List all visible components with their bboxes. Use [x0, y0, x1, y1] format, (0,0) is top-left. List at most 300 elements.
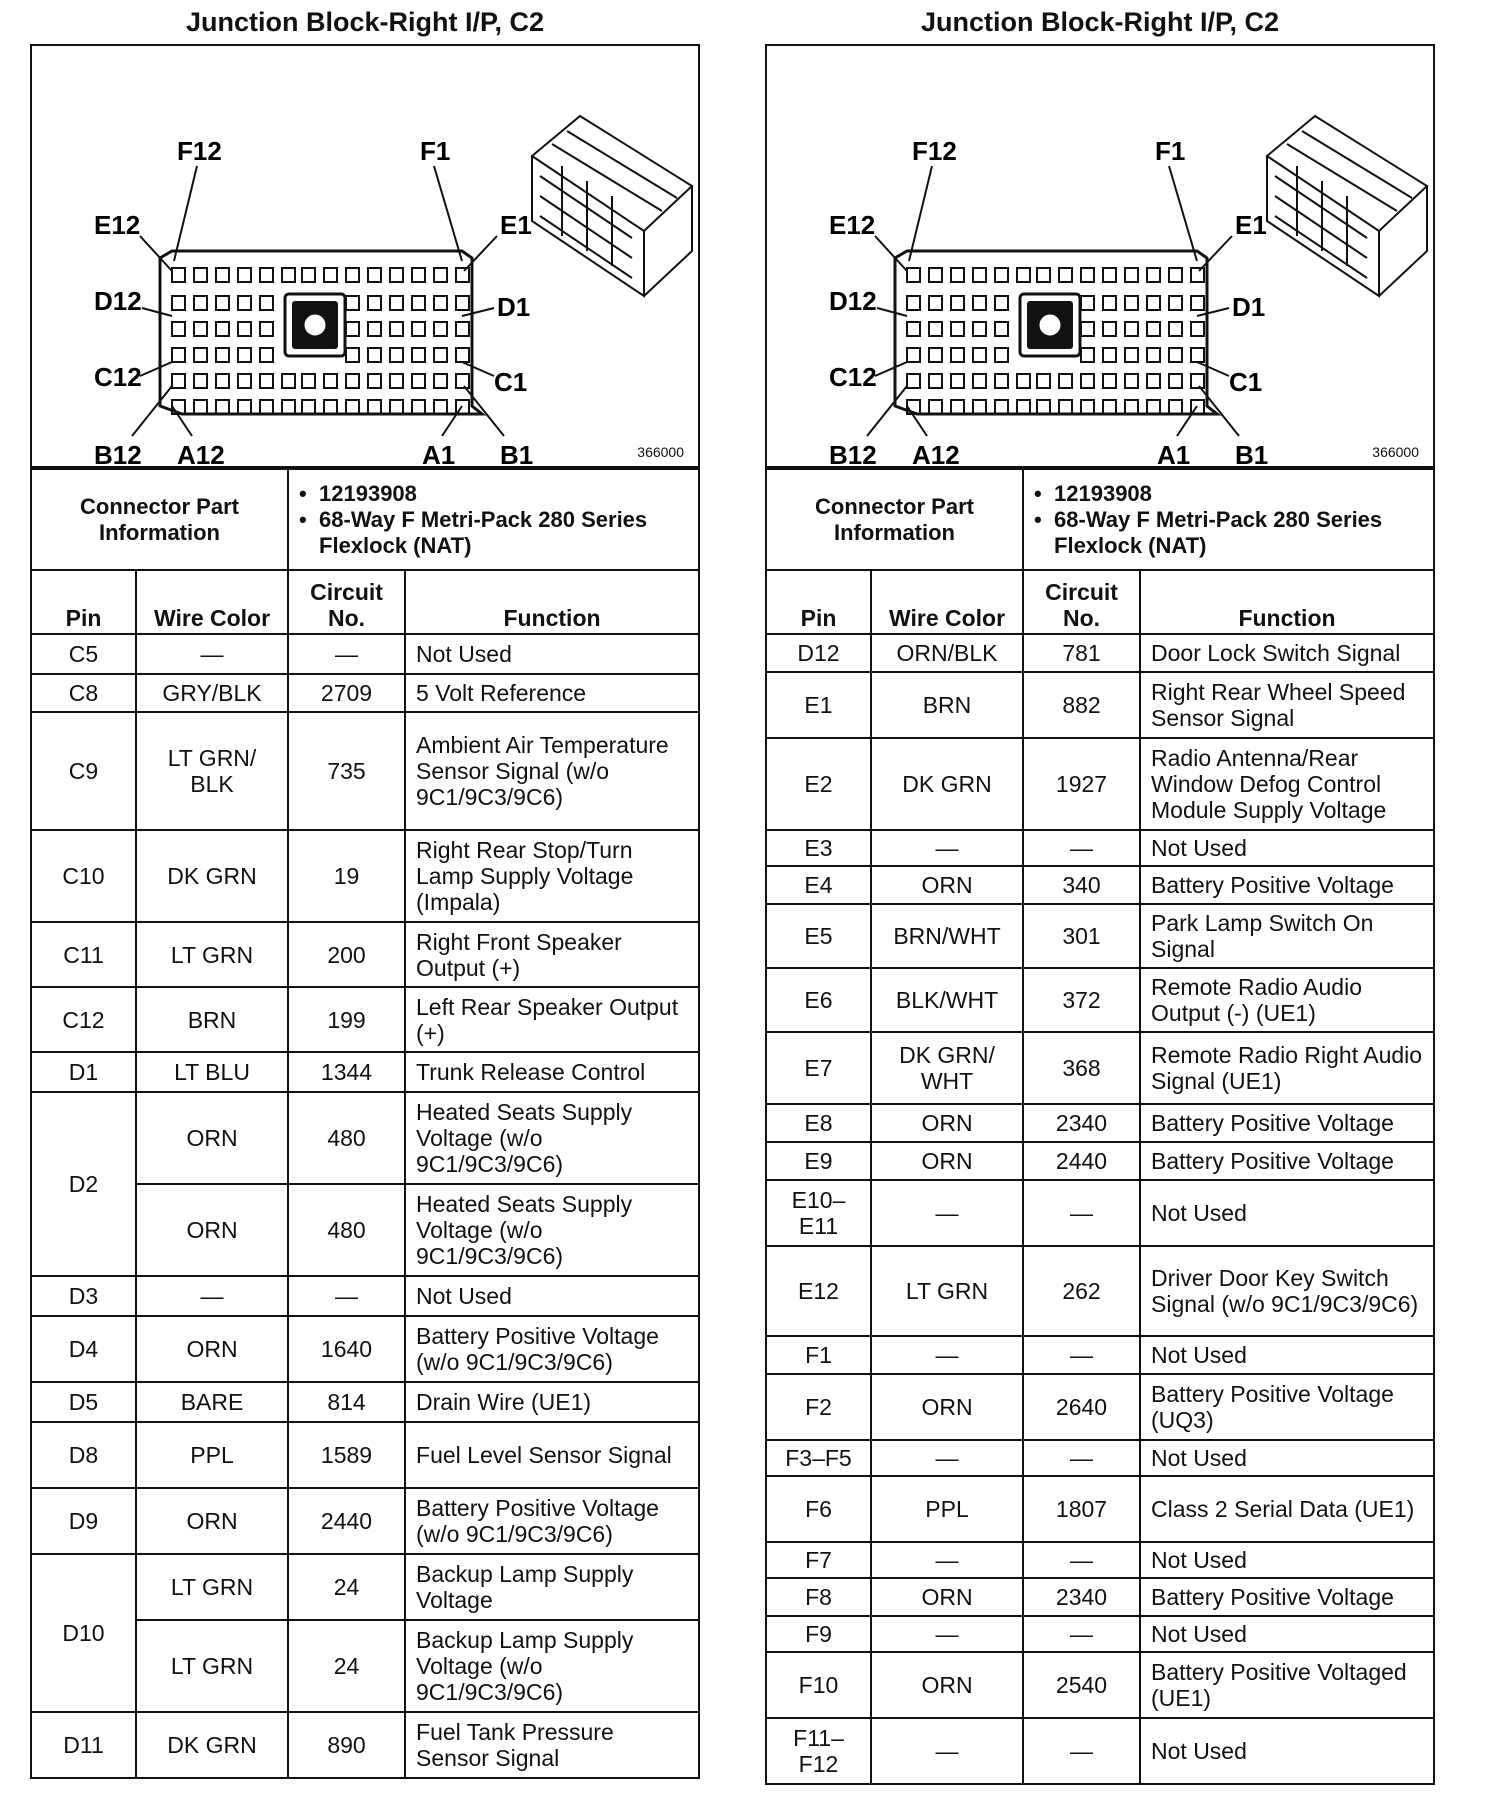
pin-cell: E5: [766, 904, 871, 968]
pin-cell: D1: [31, 1052, 136, 1092]
circuit-cell: 1640: [288, 1316, 405, 1382]
wire-color-cell: ORN: [136, 1316, 288, 1382]
function-cell: Radio Antenna/Rear Window Defog Control Module Supply Voltage: [1140, 738, 1434, 830]
connector-pin: [1147, 322, 1160, 336]
function-cell: Driver Door Key Switch Signal (w/o 9C1/9C3/9C6): [1140, 1246, 1434, 1336]
connector-isometric-icon: [1267, 116, 1427, 296]
table-row: [31, 1554, 699, 1620]
pin-label-f12: F12: [177, 136, 222, 166]
connector-pin: [346, 400, 359, 414]
header-circuit-no: Circuit No.: [1023, 570, 1140, 634]
connector-isometric-icon: [532, 116, 692, 296]
connector-pin: [390, 322, 403, 336]
connector-pin: [260, 322, 273, 336]
connector-pin: [1037, 374, 1050, 388]
connector-pin: [951, 322, 964, 336]
diagram-number: 366000: [1372, 444, 1419, 460]
circuit-cell: 24: [288, 1620, 405, 1712]
connector-pin: [1103, 400, 1116, 414]
pin-cell: F8: [766, 1578, 871, 1616]
connector-description: 68-Way F Metri-Pack 280 Series Flexlock (NAT): [319, 506, 648, 558]
table-row: [766, 1336, 1434, 1374]
connector-pin: [238, 296, 251, 310]
function-cell: Backup Lamp Supply Voltage (w/o 9C1/9C3/9C6): [405, 1620, 699, 1712]
connector-pin: [951, 374, 964, 388]
wire-color-cell: PPL: [871, 1476, 1023, 1542]
connector-pin: [1081, 296, 1094, 310]
function-cell: Right Front Speaker Output (+): [405, 922, 699, 987]
table-row: [766, 672, 1434, 738]
function-cell: Not Used: [1140, 1440, 1434, 1476]
circuit-cell: 2540: [1023, 1652, 1140, 1718]
header-pin: Pin: [766, 570, 871, 634]
table-row: [766, 1476, 1434, 1542]
wire-color-cell: LT GRN: [871, 1246, 1023, 1336]
pin-cell: F10: [766, 1652, 871, 1718]
connector-pin: [973, 348, 986, 362]
pin-label-c12: C12: [829, 362, 877, 392]
wire-color-cell: GRY/BLK: [136, 674, 288, 712]
table-row: [766, 1652, 1434, 1718]
function-cell: Heated Seats Supply Voltage (w/o 9C1/9C3/9C6): [405, 1092, 699, 1184]
circuit-cell: 735: [288, 712, 405, 830]
circuit-cell: 19: [288, 830, 405, 922]
pin-label-c12: C12: [94, 362, 142, 392]
function-cell: 5 Volt Reference: [405, 674, 699, 712]
pin-label-a1: A1: [1157, 440, 1191, 466]
connector-pin: [434, 268, 447, 282]
pin-label-e1: E1: [500, 210, 532, 240]
table-row: [766, 1616, 1434, 1652]
wire-color-cell: ORN: [136, 1092, 288, 1184]
connector-latch-hole: [1038, 313, 1062, 337]
connector-pin: [434, 296, 447, 310]
pin-cell: D11: [31, 1712, 136, 1778]
wire-color-cell: ORN: [136, 1184, 288, 1276]
header-wire-color: Wire Color: [871, 570, 1023, 634]
connector-pin: [324, 268, 337, 282]
connector-diagram-box: [765, 44, 1435, 468]
circuit-cell: —: [1023, 1542, 1140, 1578]
connector-pin: [216, 268, 229, 282]
pin-cell: E9: [766, 1142, 871, 1180]
connector-pin: [1169, 400, 1182, 414]
connector-pin: [260, 348, 273, 362]
pin-label-c1: C1: [1229, 367, 1263, 397]
function-cell: Not Used: [405, 634, 699, 674]
connector-pin: [1191, 268, 1204, 282]
circuit-cell: 890: [288, 1712, 405, 1778]
pin-cell: C9: [31, 712, 136, 830]
function-cell: Not Used: [1140, 1180, 1434, 1246]
connector-pin: [1081, 348, 1094, 362]
connector-pin: [1081, 374, 1094, 388]
connector-pin: [1169, 322, 1182, 336]
connector-pin: [172, 374, 185, 388]
connector-pin: [1125, 400, 1138, 414]
function-cell: Not Used: [1140, 1542, 1434, 1578]
function-cell: Park Lamp Switch On Signal: [1140, 904, 1434, 968]
circuit-cell: —: [288, 634, 405, 674]
wire-color-cell: LT GRN/ BLK: [136, 712, 288, 830]
connector-pin: [368, 268, 381, 282]
wire-color-cell: DK GRN: [136, 1712, 288, 1778]
table-row: [31, 1092, 699, 1184]
connector-pin: [390, 296, 403, 310]
connector-pin: [1125, 322, 1138, 336]
connector-pin: [1017, 374, 1030, 388]
function-cell: Battery Positive Voltage: [1140, 866, 1434, 904]
connector-pin: [973, 322, 986, 336]
connector-pin: [1147, 348, 1160, 362]
connector-pin: [1169, 374, 1182, 388]
connector-pin: [282, 268, 295, 282]
function-cell: Fuel Tank Pressure Sensor Signal: [405, 1712, 699, 1778]
connector-pin: [1191, 322, 1204, 336]
pin-cell: C11: [31, 922, 136, 987]
function-cell: Left Rear Speaker Output (+): [405, 987, 699, 1052]
connector-pin: [390, 268, 403, 282]
table-row: [31, 1488, 699, 1554]
table-row: [31, 1276, 699, 1316]
circuit-cell: 1589: [288, 1422, 405, 1488]
wire-color-cell: ORN: [871, 866, 1023, 904]
connector-pin: [1017, 400, 1030, 414]
connector-pin: [412, 374, 425, 388]
table-row: [31, 1712, 699, 1778]
table-header-row: [766, 570, 1434, 634]
circuit-cell: 2440: [288, 1488, 405, 1554]
pin-cell: E12: [766, 1246, 871, 1336]
connector-info-label: Connector Part Information: [766, 469, 1023, 570]
connector-pin: [172, 268, 185, 282]
circuit-cell: 2340: [1023, 1578, 1140, 1616]
pin-cell: C5: [31, 634, 136, 674]
connector-pin: [282, 400, 295, 414]
wire-color-cell: —: [871, 1336, 1023, 1374]
pin-label-e12: E12: [94, 210, 141, 240]
pin-cell: F1: [766, 1336, 871, 1374]
connector-pin: [302, 374, 315, 388]
wire-color-cell: BLK/WHT: [871, 968, 1023, 1032]
connector-pin: [324, 400, 337, 414]
table-row: [766, 1246, 1434, 1336]
connector-pin: [260, 296, 273, 310]
pin-cell: E1: [766, 672, 871, 738]
connector-pin: [390, 348, 403, 362]
connector-pin: [282, 374, 295, 388]
circuit-cell: 1344: [288, 1052, 405, 1092]
pin-label-b1: B1: [1235, 440, 1269, 466]
table-row: [766, 1180, 1434, 1246]
connector-pin: [216, 374, 229, 388]
wire-color-cell: LT BLU: [136, 1052, 288, 1092]
circuit-cell: 781: [1023, 634, 1140, 672]
wire-color-cell: —: [871, 1718, 1023, 1784]
wire-color-cell: ORN: [871, 1578, 1023, 1616]
circuit-cell: 1927: [1023, 738, 1140, 830]
pin-label-f12: F12: [912, 136, 957, 166]
connector-pin: [929, 296, 942, 310]
pin-cell: D10: [31, 1554, 136, 1712]
connector-pin: [346, 268, 359, 282]
connector-pin: [456, 348, 469, 362]
function-cell: Remote Radio Audio Output (-) (UE1): [1140, 968, 1434, 1032]
pin-cell: C8: [31, 674, 136, 712]
pin-cell: F7: [766, 1542, 871, 1578]
connector-pin: [412, 268, 425, 282]
pin-cell: F6: [766, 1476, 871, 1542]
connector-pin: [995, 268, 1008, 282]
circuit-cell: 262: [1023, 1246, 1140, 1336]
connector-pin: [929, 348, 942, 362]
wire-color-cell: —: [136, 1276, 288, 1316]
connector-pin: [1125, 296, 1138, 310]
connector-pin: [973, 374, 986, 388]
connector-pin: [929, 268, 942, 282]
function-cell: Drain Wire (UE1): [405, 1382, 699, 1422]
connector-pin: [346, 296, 359, 310]
connector-info-row: [766, 469, 1434, 570]
function-cell: Heated Seats Supply Voltage (w/o 9C1/9C3/9C6): [405, 1184, 699, 1276]
connector-pin: [368, 296, 381, 310]
table-row: [766, 1718, 1434, 1784]
function-cell: Not Used: [1140, 1616, 1434, 1652]
connector-pin: [1081, 322, 1094, 336]
connector-pin: [434, 322, 447, 336]
connector-diagram: [767, 46, 1437, 466]
connector-pin: [995, 374, 1008, 388]
function-cell: Class 2 Serial Data (UE1): [1140, 1476, 1434, 1542]
wire-color-cell: —: [871, 830, 1023, 866]
pin-label-f1: F1: [420, 136, 451, 166]
connector-pin: [368, 400, 381, 414]
connector-info-row: [31, 469, 699, 570]
connector-pin: [907, 296, 920, 310]
connector-pin: [1103, 374, 1116, 388]
connector-pin: [1147, 268, 1160, 282]
connector-pin: [1081, 268, 1094, 282]
table-row: [766, 968, 1434, 1032]
wire-color-cell: LT GRN: [136, 1620, 288, 1712]
circuit-cell: —: [1023, 1616, 1140, 1652]
pin-cell: E8: [766, 1104, 871, 1142]
pin-label-f1: F1: [1155, 136, 1186, 166]
connector-pin: [260, 400, 273, 414]
pin-label-c1: C1: [494, 367, 528, 397]
connector-pin: [1017, 268, 1030, 282]
connector-pin: [456, 296, 469, 310]
function-cell: Backup Lamp Supply Voltage: [405, 1554, 699, 1620]
left-panel: [30, 0, 700, 1779]
circuit-cell: 814: [288, 1382, 405, 1422]
pin-cell: D5: [31, 1382, 136, 1422]
connector-pin: [1169, 348, 1182, 362]
connector-pin: [434, 400, 447, 414]
panel-title: Junction Block-Right I/P, C2: [185, 7, 545, 37]
pin-cell: F11– F12: [766, 1718, 871, 1784]
connector-latch-hole: [303, 313, 327, 337]
wire-color-cell: LT GRN: [136, 1554, 288, 1620]
table-row: [766, 1542, 1434, 1578]
connector-pin: [238, 348, 251, 362]
connector-part-number: 12193908: [1054, 480, 1152, 506]
pin-cell: F2: [766, 1374, 871, 1440]
connector-pin: [1125, 268, 1138, 282]
wire-color-cell: DK GRN: [136, 830, 288, 922]
table-row: [766, 866, 1434, 904]
connector-pin: [434, 348, 447, 362]
circuit-cell: —: [1023, 1718, 1140, 1784]
connector-pin: [346, 322, 359, 336]
connector-pin: [1059, 400, 1072, 414]
pin-cell: F3–F5: [766, 1440, 871, 1476]
pin-label-b12: B12: [829, 440, 877, 466]
pin-label-a12: A12: [177, 440, 225, 466]
header-function: Function: [405, 570, 699, 634]
table-row: [31, 987, 699, 1052]
connector-pin: [951, 296, 964, 310]
function-cell: Battery Positive Voltage: [1140, 1104, 1434, 1142]
wire-color-cell: DK GRN/ WHT: [871, 1032, 1023, 1104]
connector-pin: [1103, 348, 1116, 362]
pin-label-b12: B12: [94, 440, 142, 466]
function-cell: Battery Positive Voltage: [1140, 1142, 1434, 1180]
table-row: [31, 634, 699, 674]
table-row: [766, 1142, 1434, 1180]
wire-color-cell: —: [871, 1542, 1023, 1578]
connector-pin: [456, 374, 469, 388]
table-row: [31, 1382, 699, 1422]
function-cell: Battery Positive Voltage (w/o 9C1/9C3/9C6): [405, 1316, 699, 1382]
wire-color-cell: —: [871, 1180, 1023, 1246]
connector-pin: [412, 400, 425, 414]
function-cell: Battery Positive Voltage (UQ3): [1140, 1374, 1434, 1440]
connector-diagram-box: [30, 44, 700, 468]
circuit-cell: 480: [288, 1184, 405, 1276]
table-row: [766, 1440, 1434, 1476]
connector-pin: [368, 348, 381, 362]
pin-label-d1: D1: [1232, 292, 1266, 322]
connector-pin: [456, 322, 469, 336]
pin-cell: D3: [31, 1276, 136, 1316]
function-cell: Ambient Air Temperature Sensor Signal (w/o 9C1/9C3/9C6): [405, 712, 699, 830]
connector-pin: [346, 374, 359, 388]
wire-color-cell: —: [871, 1440, 1023, 1476]
table-row: [766, 830, 1434, 866]
table-row: [31, 1316, 699, 1382]
connector-pin: [1081, 400, 1094, 414]
table-row: [31, 1422, 699, 1488]
table-row: [31, 830, 699, 922]
connector-pin: [1037, 400, 1050, 414]
connector-pin: [194, 268, 207, 282]
wire-color-cell: ORN: [871, 1104, 1023, 1142]
circuit-cell: 368: [1023, 1032, 1140, 1104]
circuit-cell: —: [1023, 830, 1140, 866]
connector-pin: [973, 296, 986, 310]
pin-label-a1: A1: [422, 440, 456, 466]
pin-label-e1: E1: [1235, 210, 1267, 240]
header-circuit-no: Circuit No.: [288, 570, 405, 634]
connector-pin: [194, 374, 207, 388]
function-cell: Door Lock Switch Signal: [1140, 634, 1434, 672]
connector-pin: [238, 400, 251, 414]
connector-pin: [368, 374, 381, 388]
connector-pin: [1147, 400, 1160, 414]
circuit-cell: 200: [288, 922, 405, 987]
function-cell: Fuel Level Sensor Signal: [405, 1422, 699, 1488]
connector-pin: [1191, 374, 1204, 388]
panel-title: Junction Block-Right I/P, C2: [920, 7, 1280, 37]
connector-pin: [390, 374, 403, 388]
function-cell: Not Used: [1140, 1718, 1434, 1784]
connector-pin: [260, 374, 273, 388]
connector-pin: [216, 400, 229, 414]
circuit-cell: 2640: [1023, 1374, 1140, 1440]
circuit-cell: 2709: [288, 674, 405, 712]
pin-cell: E2: [766, 738, 871, 830]
circuit-cell: 1807: [1023, 1476, 1140, 1542]
wire-color-cell: ORN: [871, 1374, 1023, 1440]
function-cell: Not Used: [1140, 830, 1434, 866]
diagram-number: 366000: [637, 444, 684, 460]
wire-color-cell: BRN: [871, 672, 1023, 738]
connector-pin: [907, 348, 920, 362]
wire-color-cell: LT GRN: [136, 922, 288, 987]
connector-pin: [302, 400, 315, 414]
pin-label-d1: D1: [497, 292, 531, 322]
connector-info-label: Connector Part Information: [31, 469, 288, 570]
connector-pin: [1103, 322, 1116, 336]
wire-color-cell: ORN: [871, 1142, 1023, 1180]
circuit-cell: —: [1023, 1440, 1140, 1476]
pin-cell: D8: [31, 1422, 136, 1488]
connector-pin: [216, 322, 229, 336]
function-cell: Battery Positive Voltage: [1140, 1578, 1434, 1616]
connector-pin: [995, 296, 1008, 310]
table-row: [31, 674, 699, 712]
connector-diagram: [32, 46, 702, 466]
connector-pin: [238, 374, 251, 388]
connector-pin: [1103, 296, 1116, 310]
connector-pin: [1169, 296, 1182, 310]
pin-cell: C10: [31, 830, 136, 922]
connector-description: 68-Way F Metri-Pack 280 Series Flexlock (NAT): [1054, 506, 1383, 558]
table-row: [766, 1104, 1434, 1142]
connector-pin: [238, 322, 251, 336]
connector-pin: [194, 322, 207, 336]
connector-pin: [194, 348, 207, 362]
connector-pin: [1125, 374, 1138, 388]
connector-pin: [1147, 296, 1160, 310]
function-cell: Battery Positive Voltage (w/o 9C1/9C3/9C6): [405, 1488, 699, 1554]
connector-pin: [260, 268, 273, 282]
circuit-cell: 24: [288, 1554, 405, 1620]
connector-pin: [1191, 296, 1204, 310]
pin-cell: D9: [31, 1488, 136, 1554]
connector-pin: [1103, 268, 1116, 282]
circuit-cell: 2440: [1023, 1142, 1140, 1180]
circuit-cell: —: [1023, 1180, 1140, 1246]
connector-pin: [302, 268, 315, 282]
circuit-cell: 301: [1023, 904, 1140, 968]
wire-color-cell: PPL: [136, 1422, 288, 1488]
connector-pin: [390, 400, 403, 414]
pin-cell: F9: [766, 1616, 871, 1652]
table-header-row: [31, 570, 699, 634]
table-row: [31, 922, 699, 987]
